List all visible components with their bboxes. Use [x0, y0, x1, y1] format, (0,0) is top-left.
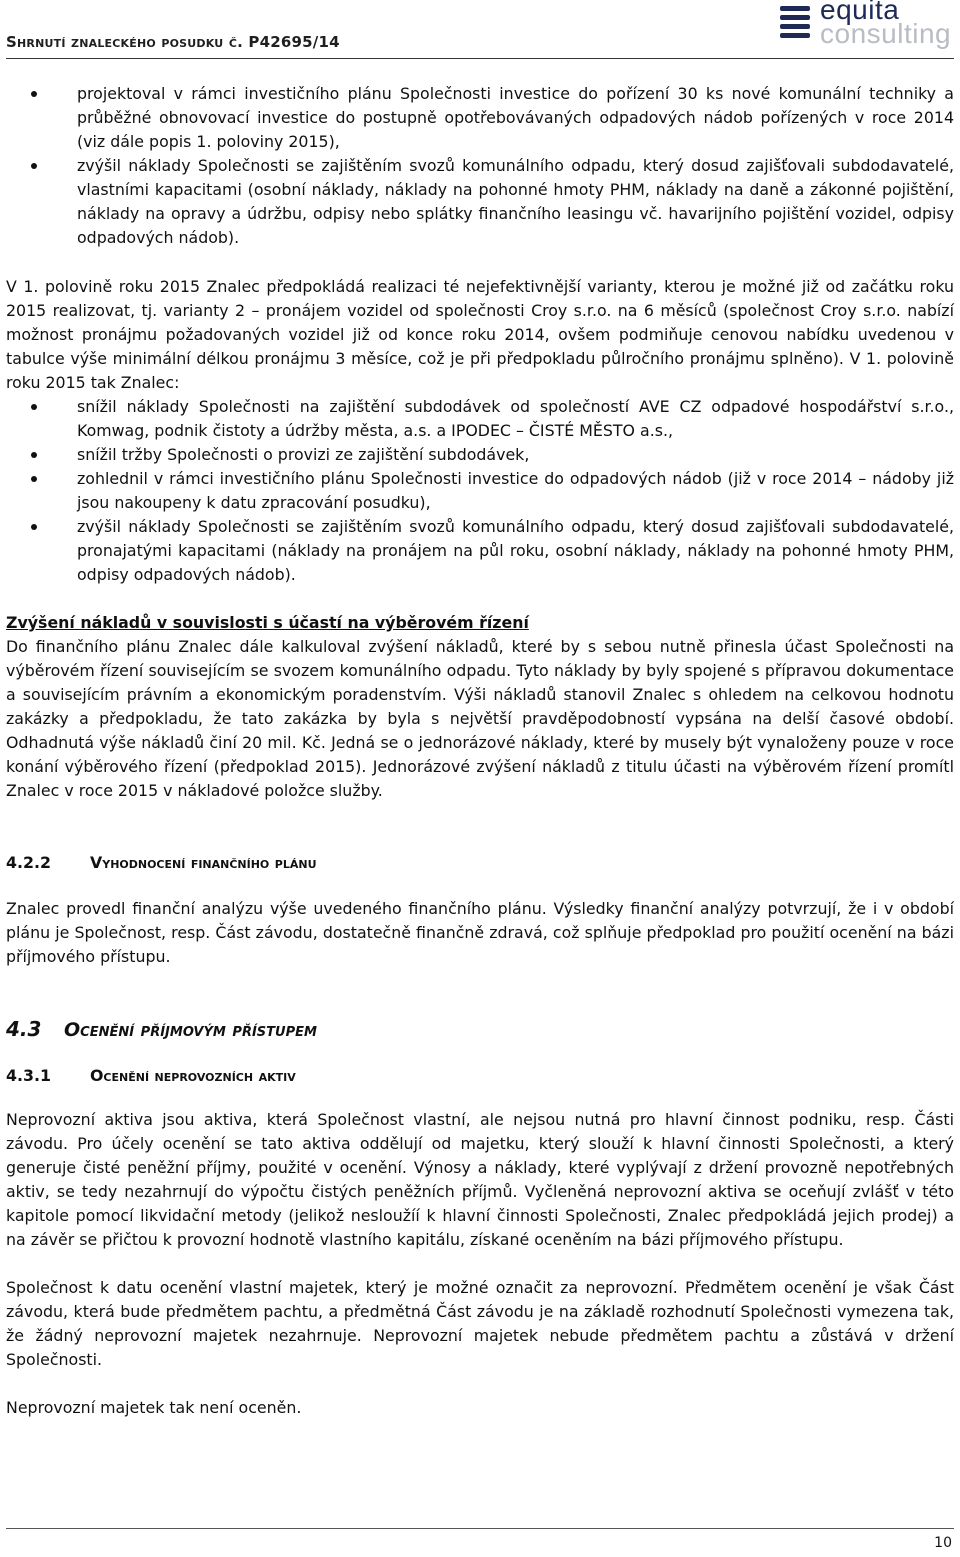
bullet-icon — [31, 452, 37, 458]
paragraph-financial-analysis: Znalec provedl finanční analýzu výše uvedeného finančního plánu. Výsledky finanční analýzy potvrzují, že i v období plánu je Společnost, resp. Část závodu, dostatečně finančně zdravá, což splňuje předpoklad pro použití ocenění na bázi příjmového přístupu. — [6, 899, 954, 966]
logo-word-secondary: consulting — [820, 18, 952, 49]
heading-title: Ocenění neprovozních aktiv — [90, 1066, 296, 1085]
heading-4-2-2 — [6, 851, 954, 875]
bullet-icon — [31, 163, 37, 169]
paragraph-non-operating-assets: Neprovozní aktiva jsou aktiva, která Společnost vlastní, ale nejsou nutná pro hlavní činnost podniku, resp. Části závodu. Pro účely ocenění se tato aktiva oddělují od majetku, který slouží k hlavní činnosti Společnosti, a který generuje čisté peněžní příjmy, použité v ocenění. Výnosy a náklady, které vyplývají z držení provozně nepotřebných aktiv, se tedy nezahrnují do výpočtu čistých peněžních příjmů. Vyčleněná neprovozní aktiva se oceňují zvlášť v této kapitole pomocí likvidační metody (jelikož nesloužíí k hlavní činnosti Společnosti, Znalec předpokládá jejich prodej) a na závěr se přičtou k provozní hodnotě vlastního kapitálu, získané oceněním na bázi příjmového přístupu. — [6, 1110, 954, 1249]
list-item: snížil náklady Společnosti na zajištění subdodávek od společností AVE CZ odpadové hospodářství s.r.o., Komwag, podnik čistoty a údržby města, a.s. a IPODEC – ČISTÉ MĚSTO a.s., — [6, 395, 954, 443]
heading-4-3-1 — [6, 1064, 954, 1088]
bullet-icon — [31, 476, 37, 482]
list-item: zvýšil náklady Společnosti se zajištěním svozů komunálního odpadu, který dosud zajišťovali subdodavatelé, pronajatými kapacitami (náklady na pronájem na půl roku, osobní náklady, náklady na pohonné hmoty PHM, odpisy odpadových nádob). — [6, 515, 954, 587]
heading-title: Ocenění příjmovým přístupem — [64, 1019, 317, 1041]
paragraph-tender: Do finančního plánu Znalec dále kalkuloval zvýšení nákladů, které by s sebou nutně přinesla účast Společnosti na výběrovém řízení souvisejícím se svozem komunálního odpadu. Tyto náklady by byly spojené s přípravou dokumentace a souvisejícím právním a ekonomickým poradenstvím. Výši nákladů stanovil Znalec s ohledem na celkovou hodnotu zakázky a předpokladu, že tato zakázka by byla s největší pravděpodobností vypsána na delší časové období. Odhadnutá výše nákladů činí 20 mil. Kč. Jedná se o jednorázové náklady, které by musely být vynaloženy pouze v roce konání výběrového řízení (předpoklad 2015). Jednorázové zvýšení nákladů z titulu účasti na výběrovém řízení promítl Znalec v roce 2015 v nákladové položce služby. — [6, 637, 954, 800]
bullet-icon — [31, 524, 37, 530]
heading-title: Vyhodnocení finančního plánu — [90, 853, 317, 872]
heading-number: 4.2.2 — [6, 853, 51, 872]
heading-4-3 — [6, 1015, 954, 1044]
heading-number: 4.3 — [6, 1017, 42, 1041]
bullet-list-mid — [6, 395, 954, 587]
bullet-list-top — [6, 82, 954, 250]
paragraph-company-assets: Společnost k datu ocenění vlastní majetek, který je možné označit za neprovozní. Předmětem ocenění je však Část závodu, která bude předmětem pachtu, a předmětná Část závodu je na základě rozhodnutí Společnosti vymezena tak, že žádný neprovozní majetek nezahrnuje. Neprovozní majetek nebude předmětem pachtu a zůstává v držení Společnosti. — [6, 1278, 954, 1369]
footer-divider — [6, 1528, 954, 1529]
header-title: Shrnutí znaleckého posudku č. P42695/14 — [6, 33, 340, 51]
document-body — [6, 82, 954, 1420]
paragraph-first-half-2015: V 1. polovině roku 2015 Znalec předpokládá realizaci té nejefektivnější varianty, kterou je možné již od začátku roku 2015 realizovat, tj. varianty 2 – pronájem vozidel od společnosti Croy s.r.o. na 6 měsíců (společnost Croy s.r.o. nabízí možnost pronájmu požadovaných vozidel již od konce roku 2014, ovšem podmiňuje cenovou nabídku uvedenou v tabulce výše minimální délkou pronájmu 3 měsíce, což je při předpokladu půlročního pronájmu splněno). V 1. polovině roku 2015 tak Znalec: — [6, 277, 954, 392]
header-divider — [6, 58, 954, 59]
company-logo — [780, 0, 950, 52]
list-item: zvýšil náklady Společnosti se zajištěním svozů komunálního odpadu, který dosud zajišťovali subdodavatelé, vlastními kapacitami (osobní náklady, náklady na pohonné hmoty PHM, náklady na daně a zákonné pojištění, náklady na opravy a údržbu, odpisy nebo splátky finančního leasingu vč. havarijního pojištění vozidel, odpisy odpadových nádob). — [6, 154, 954, 250]
section-heading-tender: Zvýšení nákladů v souvislosti s účastí na výběrovém řízení — [6, 613, 529, 632]
paragraph-conclusion: Neprovozní majetek tak není oceněn. — [6, 1398, 302, 1417]
list-item: projektoval v rámci investičního plánu Společnosti investice do pořízení 30 ks nové komunální techniky a průběžné obnovovací investice do postupně opotřebovávaných odpadových nádob pořízených v roce 2014 (viz dále popis 1. poloviny 2015), — [6, 82, 954, 154]
logo-word-primary: equita — [820, 0, 900, 25]
page-number: 10 — [934, 1535, 952, 1551]
bullet-icon — [31, 404, 37, 410]
list-item: zohlednil v rámci investičního plánu Společnosti investice do odpadových nádob (již v roce 2014 – nádoby již jsou nakoupeny k datu zpracování posudku), — [6, 467, 954, 515]
bullet-icon — [31, 91, 37, 97]
page-header — [6, 0, 954, 58]
list-item: snížil tržby Společnosti o provizi ze zajištění subdodávek, — [6, 443, 954, 467]
logo-mark-icon — [780, 6, 810, 40]
heading-number: 4.3.1 — [6, 1066, 51, 1085]
